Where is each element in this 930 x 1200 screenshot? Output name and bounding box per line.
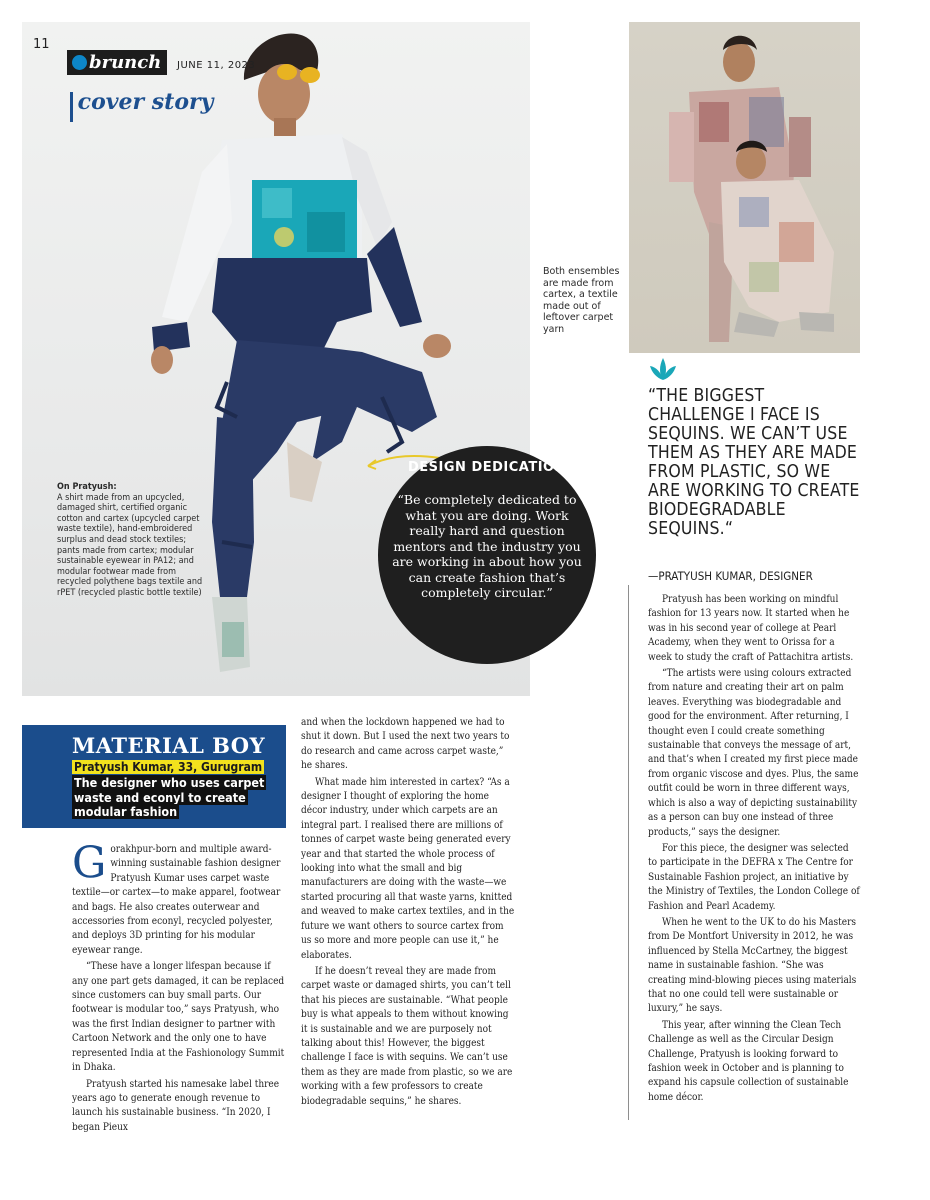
page-number: 11 bbox=[33, 37, 50, 52]
article-paragraph: When he went to the UK to do his Masters from De Montfort University in 2012, he was influenced by Stella McCartney, the biggest name in sustainable fashion. “She was creating mind-blowing pieces using materials that no one could tell were sustainable or luxury,” he says. bbox=[648, 916, 857, 1015]
article-paragraph: “The artists were using colours extracted from nature and creating their art on palm leaves. Everything was biodegradable and good for the environment. After returning, I thought even I could create something sustainable that conveys the message of art, and that’s when I created my first piece made from organic viscose and dyes. Plus, the same outfit could be worn in three different ways, which is also a way of depicting sustainability as a person can buy one instead of three products,” says the designer. bbox=[648, 668, 859, 838]
drop-cap: G bbox=[72, 838, 107, 888]
article-paragraph: What made him interested in cartex? “As a designer I thought of exploring the home décor industry, under which carpets are an integral part. I realised there are millions of tonnes of carpet waste being generated every year and that started the whole process of looking into what the small and big manufacturers are doing with the waste—we started procuring all that waste yarns, knitted and weaved to make cartex textiles, and in the future we want others to source cartex from us so more and more people can use it,” he elaborates. bbox=[301, 776, 515, 961]
leaf-icon bbox=[649, 356, 677, 382]
photo-caption-pratyush bbox=[57, 482, 207, 599]
side-photo-caption: Both ensembles are made from cartex, a textile made out of leftover carpet yarn bbox=[543, 266, 620, 335]
paragraph-text: orakhpur-born and multiple award-winning sustainable fashion designer Pratyush Kumar uses carpet waste textile—or cartex—to make apparel, footwear and bags. He also creates outerwear and accessories from econyl, recycled polyester, and deploys 3D printing for his modular eyewear range. bbox=[72, 844, 281, 956]
pull-quote: “THE BIGGEST CHALLENGE I FACE IS SEQUINS. WE CAN’T USE THEM AS THEY ARE MADE FROM PLASTIC, SO WE ARE WORKING TO CREATE BIODEGRADABLE SEQUINS.“ bbox=[648, 386, 860, 539]
article-paragraph bbox=[72, 838, 286, 958]
section-label bbox=[70, 89, 213, 115]
caption-text: A shirt made from an upcycled, damaged shirt, certified organic cotton and cartex (upcycled carpet waste textile), hand-embroidered surplus and dead stock textiles; pants made from cartex; modular sustainable eyewear in PA12; and modular footwear made from recycled polythene bags textile and rPET (recycled plastic bottle textile) bbox=[57, 492, 203, 598]
article-paragraph: This year, after winning the Clean Tech Challenge as well as the Circular Design Challenge, Pratyush is looking forward to fashion week in October and is planning to expand his capsule collection of sustainable home décor. bbox=[648, 1019, 849, 1103]
brand-name: brunch bbox=[89, 52, 162, 73]
caption-title: On Pratyush: bbox=[57, 482, 117, 492]
design-dedication-quote bbox=[378, 446, 596, 664]
article-column-3 bbox=[648, 593, 860, 1107]
brand-logo bbox=[67, 50, 167, 75]
section-label-text: cover story bbox=[77, 89, 214, 115]
article-paragraph: Pratyush started his namesake label three years ago to generate enough revenue to launch his sustainable business. “In 2020, I began Pieux bbox=[72, 1078, 280, 1133]
side-photo bbox=[629, 22, 860, 353]
quote-circle-text: “Be completely dedicated to what you are doing. Work really hard and question mentors and the industry you are working in about how you can create fashion that’s completely circular.” bbox=[392, 492, 582, 600]
article-paragraph: If he doesn’t reveal they are made from carpet waste or damaged shirts, you can’t tell that his pieces are sustainable. “What people buy is what appeals to them without knowing it is sustainable and we are purposely not talking about this! However, the biggest challenge I face is with sequins. We can’t use them as they are made from plastic, so we are working with a few professors to create biodegradable sequins,” he shares. bbox=[301, 965, 513, 1107]
issue-date: JUNE 11, 2023 bbox=[177, 60, 256, 71]
article-paragraph: “These have a longer lifespan because if any one part gets damaged, it can be replaced since customers can buy small parts. Our footwear is modular too,” says Pratyush, who was the first Indian designer to partner with Cartoon Network and the only one to have represented India at the Fashionology Summit in Dhaka. bbox=[72, 961, 285, 1074]
headline-deck-text: The designer who uses carpet waste and econyl to create modular fashion bbox=[74, 775, 265, 819]
headline-byline: Pratyush Kumar, 33, Gurugram bbox=[74, 760, 263, 774]
article-paragraph: and when the lockdown happened we had to shut it down. But I used the next two years to do research and came across carpet waste,” he shares. bbox=[301, 717, 510, 772]
two-models-illustration bbox=[629, 22, 860, 353]
pull-quote-attribution: —PRATYUSH KUMAR, DESIGNER bbox=[648, 569, 813, 583]
headline-title: MATERIAL BOY bbox=[72, 733, 266, 758]
article-paragraph: For this piece, the designer was selected to participate in the DEFRA x The Centre for Sustainable Fashion project, an initiative by the Ministry of Textiles, the London College of Fashion and Pearl Academy. bbox=[648, 842, 860, 912]
article-paragraph: Pratyush has been working on mindful fashion for 13 years now. It started when he was in his second year of college at Pearl Academy, when they went to Orissa for a week to study the craft of Pattachitra artists. bbox=[648, 594, 854, 663]
column-divider bbox=[628, 585, 629, 1120]
article-column-1 bbox=[72, 838, 286, 1137]
quote-circle-title: DESIGN DEDICATION bbox=[408, 460, 566, 475]
article-column-2 bbox=[301, 716, 515, 1111]
headline-deck bbox=[72, 776, 284, 820]
headline-box bbox=[22, 725, 286, 828]
brand-dot-icon bbox=[72, 55, 87, 70]
